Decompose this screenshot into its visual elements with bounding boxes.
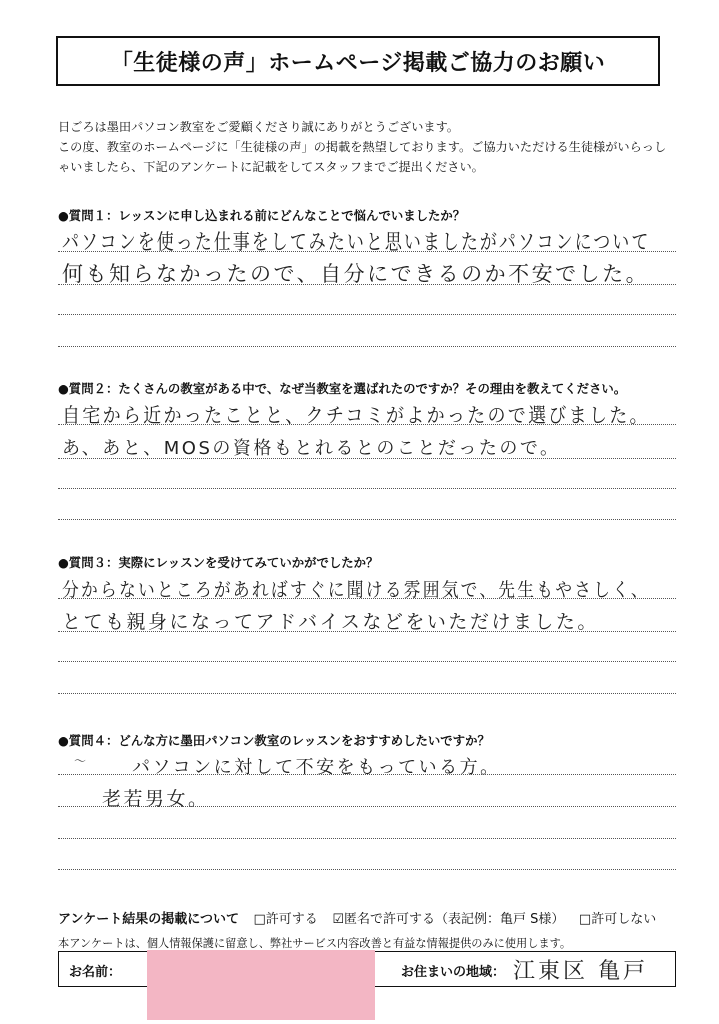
answer-rule [58, 693, 676, 694]
intro-line: ゃいましたら、下記のアンケートに記載をしてスタッフまでご提出ください。 [58, 160, 484, 174]
question-4-label: ●質問４：どんな方に墨田パソコン教室のレッスンをおすすめしたいですか？ [58, 733, 490, 748]
intro-line: 日ごろは墨田パソコン教室をご愛顧くださり誠にありがとうございます。 [58, 120, 459, 134]
anonymous-checkbox[interactable]: ☑匿名で許可する（表記例：亀戸 S様） [332, 912, 565, 927]
question-4-answer-line-1: パソコンに対して不安をもっている方。 [132, 757, 501, 778]
answer-rule [58, 838, 676, 839]
intro-line: この度、教室のホームページに「生徒様の声」の掲載を熱望しております。ご協力いただける生徒様がいらっし [58, 140, 667, 154]
question-2-answer-line-2: あ、あと、MOSの資格もとれるとのことだったので。 [62, 438, 561, 459]
answer-rule [58, 806, 676, 807]
answer-rule [58, 774, 676, 775]
consent-heading: アンケート結果の掲載について [58, 912, 239, 927]
question-2-answer-line-1: 自宅から近かったことと、クチコミがよかったので選びました。 [62, 403, 650, 427]
question-4-answer-line-2: 老若男女。 [102, 788, 210, 810]
allow-checkbox[interactable]: □許可する [253, 912, 318, 927]
question-1-label: ●質問１：レッスンに申し込まれる前にどんなことで悩んでいましたか？ [58, 208, 466, 223]
answer-rule [58, 519, 676, 520]
question-3-answer-line-1: 分からないところがあればすぐに聞ける雰囲気で、先生もやさしく、 [62, 579, 650, 601]
answer-rule [58, 458, 676, 459]
answer-rule [58, 661, 676, 662]
consent-section [58, 908, 666, 927]
question-1-answer-line-2: 何も知らなかったので、自分にできるのか不安でした。 [62, 262, 650, 286]
address-value: 江東区 亀戸 [513, 959, 648, 984]
question-3-answer-line-2: とても親身になってアドバイスなどをいただけました。 [62, 611, 599, 633]
deny-checkbox[interactable]: □許可しない [578, 912, 657, 927]
contact-box [58, 951, 676, 987]
pen-mark-icon: 〜 [74, 754, 87, 768]
form-title: 「生徒様の声」ホームページ掲載ご協力のお願い [56, 36, 660, 86]
answer-rule [58, 314, 676, 315]
answer-rule [58, 424, 676, 425]
answer-rule [58, 869, 676, 870]
address-label: お住まいの地域： [401, 965, 506, 980]
answer-rule [58, 598, 676, 599]
intro-text [58, 117, 698, 177]
answer-rule [58, 251, 676, 252]
answer-rule [58, 631, 676, 632]
name-label: お名前： [69, 965, 122, 980]
question-2-label: ●質問２：たくさんの教室がある中で、なぜ当教室を選ばれたのですか？その理由を教えてください。 [58, 381, 627, 396]
answer-rule [58, 346, 676, 347]
answer-rule [58, 488, 676, 489]
answer-rule [58, 284, 676, 285]
name-redaction [147, 950, 375, 1020]
question-3-label: ●質問３：実際にレッスンを受けてみていかがでしたか？ [58, 555, 379, 570]
privacy-notice: 本アンケートは、個人情報保護に留意し、弊社サービス内容改善と有益な情報提供のみに使用します。 [58, 937, 572, 950]
question-1-answer-line-1: パソコンを使った仕事をしてみたいと思いましたがパソコンについて [62, 230, 651, 254]
